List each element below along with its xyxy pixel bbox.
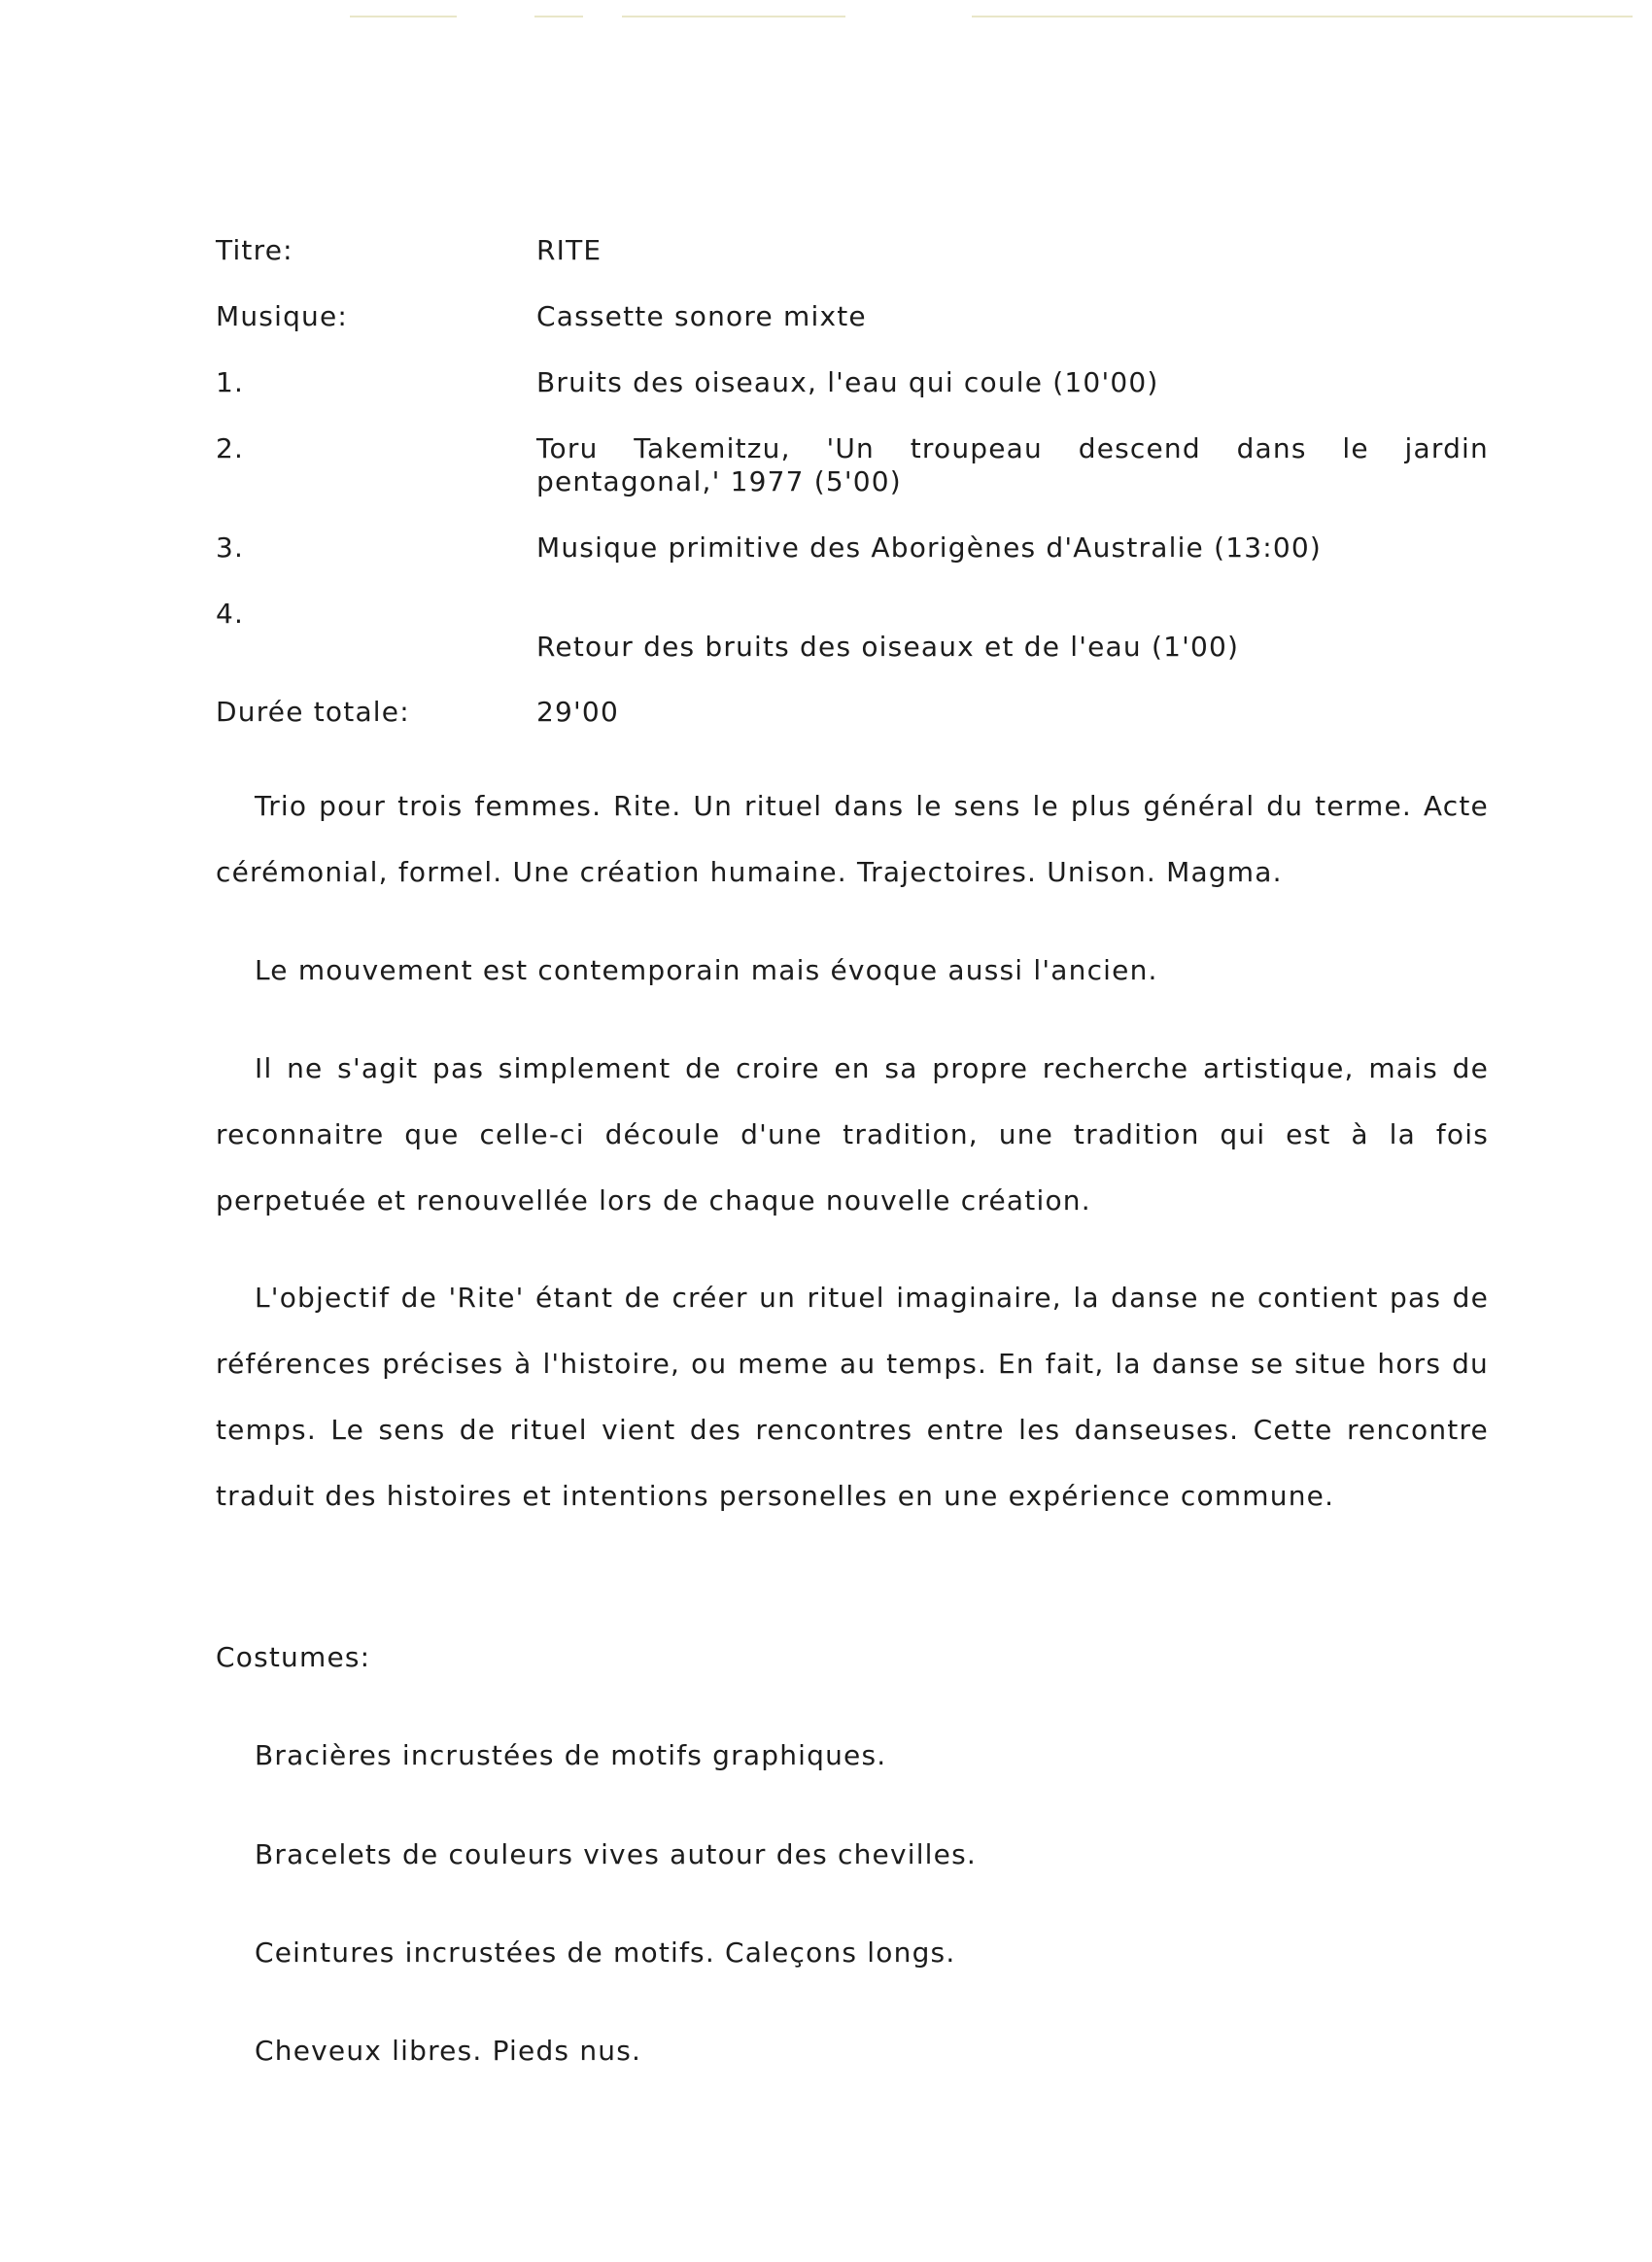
track-description: Toru Takemitzu, 'Un troupeau descend dans le jardin pentagonal,' 1977 (5'00) [536, 432, 1489, 497]
scan-artifact-line [350, 16, 457, 17]
title-value: RITE [536, 234, 602, 266]
paragraph-text: Il ne s'agit pas simplement de croire en sa propre recherche artistique, mais de reconnaitre que celle-ci découle d'une tradition, une tradition qui est à la fois perpetuée et renouvellée lors de chaque nouvelle création. [216, 1052, 1489, 1217]
track-description: Bruits des oiseaux, l'eau qui coule (10'00) [536, 366, 1159, 398]
track-number: 3. [216, 531, 245, 564]
scan-artifact-line [622, 16, 845, 17]
paragraph-text: Le mouvement est contemporain mais évoque aussi l'ancien. [255, 954, 1158, 986]
paragraph-movement [216, 938, 1489, 1004]
costume-item: Bracelets de couleurs vives autour des chevilles. [255, 1838, 977, 1870]
paragraph-text: Trio pour trois femmes. Rite. Un rituel dans le sens le plus général du terme. Acte cérémonial, formel. Une création humaine. Trajectoires. Unison. Magma. [216, 790, 1489, 888]
title-label: Titre: [216, 234, 293, 266]
track-number: 2. [216, 432, 245, 464]
costume-item: Ceintures incrustées de motifs. Caleçons longs. [255, 1936, 956, 1969]
duration-value: 29'00 [536, 696, 619, 728]
track-number: 4. [216, 598, 245, 630]
track-description: Musique primitive des Aborigènes d'Australie (13:00) [536, 531, 1323, 564]
track-description: Retour des bruits des oiseaux et de l'eau (1'00) [536, 631, 1240, 663]
paragraph-objective [216, 1265, 1489, 1529]
scan-artifact-line [534, 16, 583, 17]
track-number: 1. [216, 366, 245, 398]
music-value: Cassette sonore mixte [536, 300, 867, 332]
costume-item: Bracières incrustées de motifs graphiques. [255, 1739, 887, 1771]
duration-label: Durée totale: [216, 696, 410, 728]
music-label: Musique: [216, 300, 349, 332]
costumes-heading: Costumes: [216, 1641, 371, 1673]
paragraph-text: L'objectif de 'Rite' étant de créer un rituel imaginaire, la danse ne contient pas de références précises à l'histoire, ou meme au temps. En fait, la danse se situe hors du temps. Le sens de rituel vient des rencontres entre les danseuses. Cette rencontre traduit des histoires et intentions personelles en une expérience commune. [216, 1282, 1489, 1512]
paragraph-tradition [216, 1036, 1489, 1234]
costume-item: Cheveux libres. Pieds nus. [255, 2035, 642, 2067]
scan-artifact-line [972, 16, 1633, 17]
paragraph-intro [216, 773, 1489, 906]
